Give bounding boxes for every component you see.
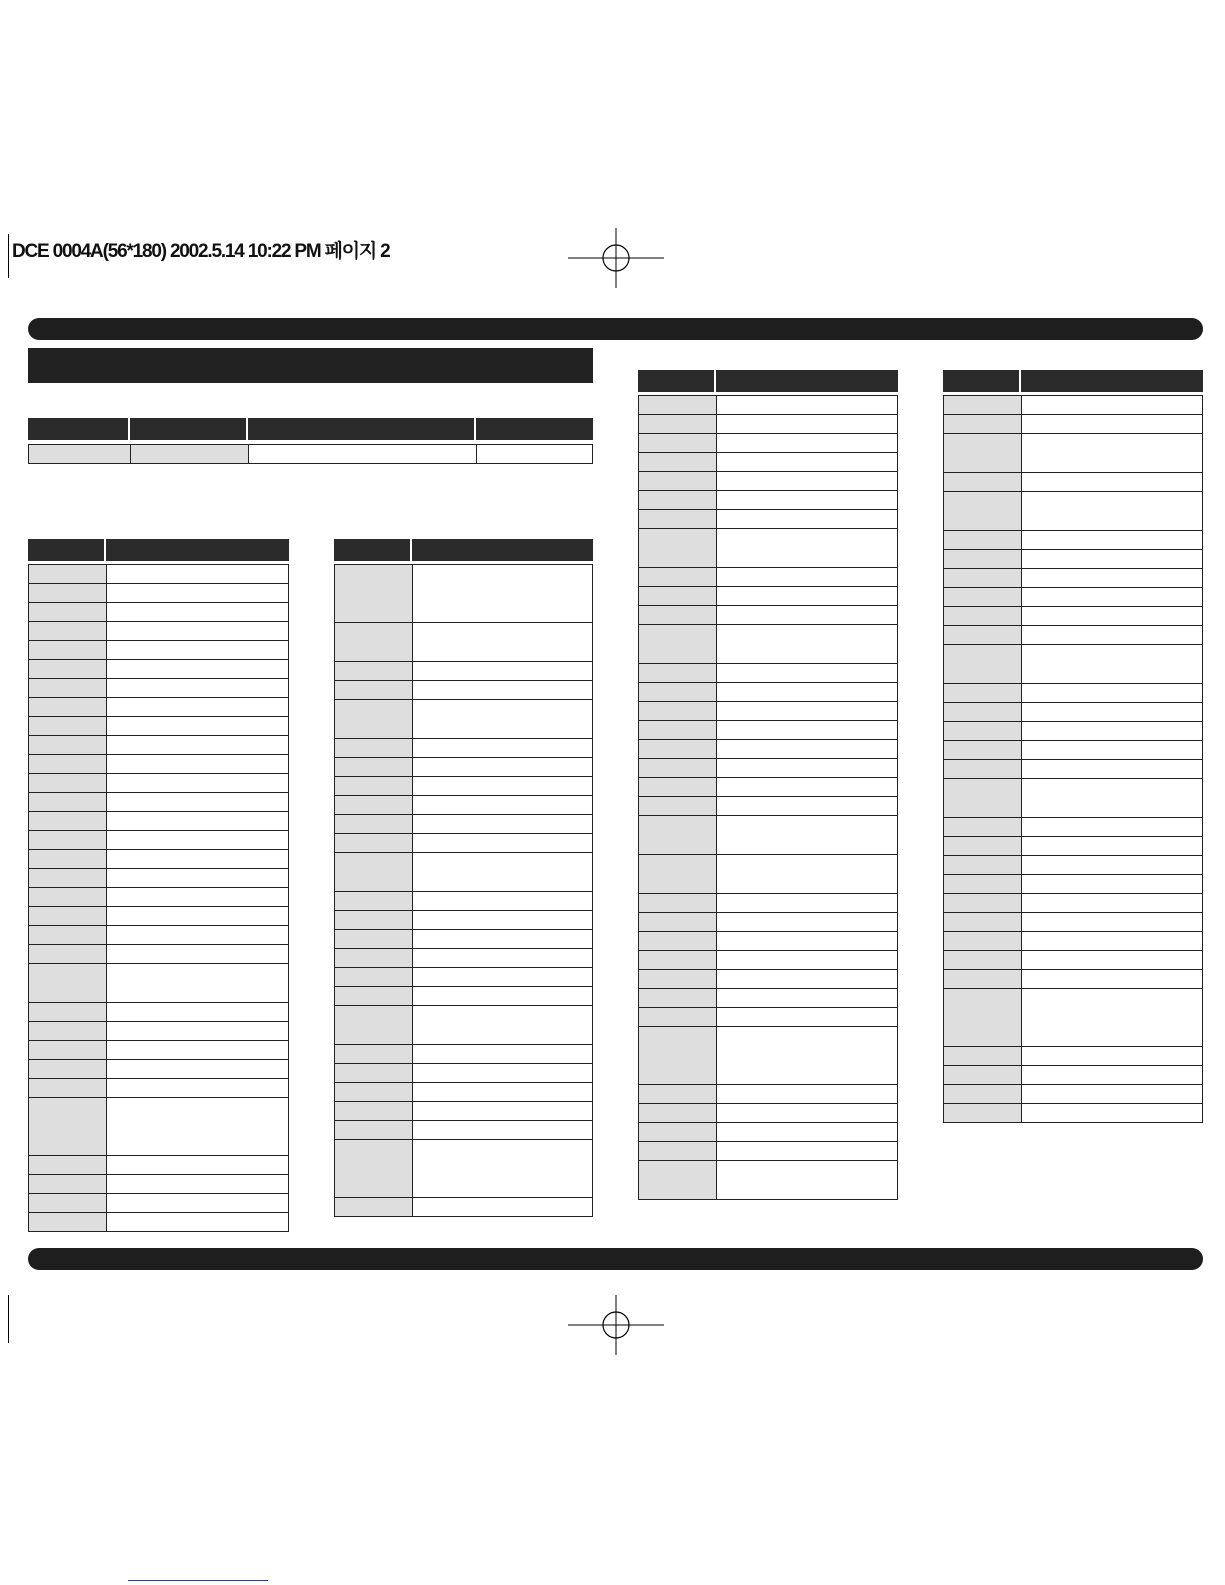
table-cell-value — [716, 989, 898, 1008]
table-cell-key — [943, 1085, 1021, 1104]
table-cell-value — [106, 698, 289, 717]
table-cell-value — [716, 1161, 898, 1200]
table-cell-value — [716, 932, 898, 951]
table-cell-key — [943, 741, 1021, 760]
table-cell-key — [334, 565, 412, 623]
table-cell-key — [943, 989, 1021, 1047]
table-header-value — [716, 370, 898, 392]
table-cell-key — [638, 1027, 716, 1085]
table-cell-value — [106, 850, 289, 869]
table-cell-value — [106, 622, 289, 641]
table-cell-value — [1021, 760, 1203, 779]
table-cell-key — [28, 755, 106, 774]
table-cell-key — [638, 740, 716, 759]
table-cell-key — [638, 510, 716, 529]
top-decorative-band — [28, 318, 1203, 340]
table-cell-key — [334, 777, 412, 796]
table-cell-key — [28, 698, 106, 717]
table-cell-value — [1021, 779, 1203, 818]
table-cell-value — [412, 987, 593, 1006]
table-cell-key — [943, 1104, 1021, 1123]
table-cell-value — [716, 1027, 898, 1085]
table-cell-key — [638, 970, 716, 989]
spec-table-row — [28, 444, 593, 464]
table-cell-value — [1021, 588, 1203, 607]
table-cell-value — [716, 510, 898, 529]
table-cell-key — [638, 606, 716, 625]
table-cell-key — [28, 622, 106, 641]
table-cell-key — [28, 926, 106, 945]
table-cell-value — [1021, 531, 1203, 550]
table-header-value — [1021, 370, 1203, 392]
table-cell-key — [334, 796, 412, 815]
table-cell-key — [638, 1085, 716, 1104]
bottom-decorative-band — [28, 1248, 1203, 1270]
table-cell-value — [412, 1083, 593, 1102]
table-cell-key — [638, 894, 716, 913]
table-cell-key — [638, 932, 716, 951]
table-cell-value — [716, 1123, 898, 1142]
table-cell-value — [412, 1064, 593, 1083]
table-cell-key — [943, 894, 1021, 913]
table-cell-key — [28, 1079, 106, 1098]
table-cell-value — [716, 606, 898, 625]
table-cell-value — [106, 755, 289, 774]
table-cell-value — [1021, 569, 1203, 588]
table-cell-key — [334, 1083, 412, 1102]
table-cell-value — [412, 1045, 593, 1064]
table-cell-value — [1021, 856, 1203, 875]
table-cell-key — [334, 1064, 412, 1083]
table-cell-key — [638, 797, 716, 816]
table-cell-value — [412, 681, 593, 700]
table-cell-key — [28, 1213, 106, 1232]
table-cell-key — [943, 1047, 1021, 1066]
table-cell-key — [638, 1104, 716, 1123]
table-cell-key — [943, 473, 1021, 492]
table-cell-key — [943, 932, 1021, 951]
table-cell-value — [716, 472, 898, 491]
table-cell-key — [28, 1022, 106, 1041]
table-cell-value — [412, 834, 593, 853]
table-header-key — [28, 539, 106, 561]
table-cell-value — [716, 587, 898, 606]
table-cell-key — [28, 1194, 106, 1213]
table-header-value — [106, 539, 289, 561]
table-cell-key — [638, 587, 716, 606]
registration-mark-bottom — [568, 1295, 664, 1355]
table-cell-key — [28, 660, 106, 679]
table-cell-value — [106, 641, 289, 660]
table-cell-key — [28, 774, 106, 793]
table-cell-value — [412, 815, 593, 834]
table-cell-key — [28, 1041, 106, 1060]
spec-table-header — [28, 418, 593, 440]
table-cell-value — [716, 1008, 898, 1027]
table-cell-value — [1021, 894, 1203, 913]
table-cell-key — [943, 951, 1021, 970]
table-cell-key — [28, 1156, 106, 1175]
table-cell-value — [1021, 473, 1203, 492]
table-cell-value — [1021, 645, 1203, 684]
table-cell-value — [1021, 703, 1203, 722]
table-cell-key — [638, 683, 716, 702]
table-cell-key — [638, 491, 716, 510]
table-cell-key — [943, 645, 1021, 684]
table-cell-key — [638, 1161, 716, 1200]
table-cell-value — [716, 702, 898, 721]
table-cell-key — [334, 930, 412, 949]
bottom-rule — [128, 1580, 268, 1581]
table-cell-value — [106, 660, 289, 679]
table-cell-value — [716, 913, 898, 932]
table-cell-value — [716, 721, 898, 740]
table-cell-key — [28, 565, 106, 584]
table-cell-key — [638, 415, 716, 434]
table-cell-value — [106, 1022, 289, 1041]
table-cell-key — [638, 759, 716, 778]
table-cell-value — [412, 1121, 593, 1140]
table-cell-value — [716, 453, 898, 472]
table-cell-key — [943, 550, 1021, 569]
table-cell-key — [334, 853, 412, 892]
table-cell-value — [106, 774, 289, 793]
table-cell-key — [638, 453, 716, 472]
table-cell-value — [716, 434, 898, 453]
table-cell-value — [1021, 1066, 1203, 1085]
table-cell-key — [943, 722, 1021, 741]
table-cell-value — [716, 740, 898, 759]
table-cell-value — [106, 831, 289, 850]
table-cell-value — [1021, 550, 1203, 569]
table-cell-value — [412, 623, 593, 662]
table-cell-key — [334, 1140, 412, 1198]
table-cell-key — [943, 856, 1021, 875]
table-cell-value — [716, 529, 898, 568]
table-header-key — [943, 370, 1021, 392]
table-cell-key — [638, 434, 716, 453]
table-cell-value — [412, 853, 593, 892]
table-cell-key — [334, 1121, 412, 1140]
table-cell-value — [1021, 818, 1203, 837]
table-cell-key — [943, 1066, 1021, 1085]
table-cell-value — [716, 683, 898, 702]
table-cell-key — [638, 778, 716, 797]
table-cell-key — [28, 945, 106, 964]
crop-mark-bottom-left — [8, 1295, 9, 1343]
table-cell-value — [412, 911, 593, 930]
table-cell-value — [716, 396, 898, 415]
table-cell-key — [28, 850, 106, 869]
table-cell-value — [106, 1194, 289, 1213]
table-cell-key — [943, 434, 1021, 473]
table-cell-value — [1021, 492, 1203, 531]
table-cell-value — [1021, 875, 1203, 894]
table-cell-key — [28, 1060, 106, 1079]
table-cell-value — [412, 662, 593, 681]
table-cell-key — [638, 989, 716, 1008]
table-cell-value — [106, 1060, 289, 1079]
table-cell-key — [638, 702, 716, 721]
table-cell-key — [28, 831, 106, 850]
table-cell-key — [28, 888, 106, 907]
table-cell-value — [106, 736, 289, 755]
table-cell-value — [716, 855, 898, 894]
table-cell-value — [1021, 951, 1203, 970]
table-cell-key — [28, 812, 106, 831]
table-cell-value — [106, 964, 289, 1003]
table-cell-value — [412, 892, 593, 911]
table-cell-value — [716, 415, 898, 434]
table-cell-value — [106, 584, 289, 603]
table-cell-key — [943, 415, 1021, 434]
table-cell-key — [334, 987, 412, 1006]
table-cell-key — [638, 396, 716, 415]
crop-mark-top-left — [8, 234, 9, 278]
table-cell-value — [412, 930, 593, 949]
table-cell-value — [106, 1041, 289, 1060]
table-cell-key — [28, 717, 106, 736]
table-cell-key — [334, 834, 412, 853]
table-cell-key — [334, 1102, 412, 1121]
table-cell-value — [412, 758, 593, 777]
print-slug-line: DCE 0004A(56*180) 2002.5.14 10:22 PM 페이지 2 — [12, 241, 390, 262]
table-header-key — [334, 539, 412, 561]
code-table-3 — [638, 370, 898, 1200]
table-cell-key — [638, 721, 716, 740]
table-cell-key — [334, 623, 412, 662]
table-cell-key — [943, 760, 1021, 779]
table-cell-value — [716, 491, 898, 510]
table-cell-value — [716, 951, 898, 970]
table-cell-key — [638, 472, 716, 491]
table-cell-key — [28, 1175, 106, 1194]
table-cell-key — [334, 968, 412, 987]
table-cell-value — [106, 679, 289, 698]
table-cell-key — [943, 779, 1021, 818]
table-cell-value — [412, 1006, 593, 1045]
table-cell-value — [716, 664, 898, 683]
table-cell-key — [28, 1098, 106, 1156]
registration-mark-top — [568, 228, 664, 288]
table-cell-value — [412, 739, 593, 758]
table-cell-value — [716, 1104, 898, 1123]
table-cell-value — [106, 717, 289, 736]
table-cell-key — [943, 913, 1021, 932]
table-cell-key — [28, 907, 106, 926]
section-title-bar — [28, 348, 593, 383]
table-cell-key — [334, 911, 412, 930]
table-cell-key — [28, 603, 106, 622]
table-cell-value — [716, 816, 898, 855]
table-cell-key — [334, 662, 412, 681]
table-cell-value — [1021, 741, 1203, 760]
table-cell-value — [1021, 626, 1203, 645]
table-cell-value — [1021, 1085, 1203, 1104]
table-cell-value — [1021, 722, 1203, 741]
table-cell-value — [106, 1098, 289, 1156]
table-cell-key — [638, 664, 716, 683]
table-cell-key — [943, 818, 1021, 837]
table-cell-key — [943, 607, 1021, 626]
table-cell-value — [106, 945, 289, 964]
table-header-value — [412, 539, 593, 561]
table-cell-value — [716, 797, 898, 816]
table-cell-key — [28, 641, 106, 660]
table-cell-value — [716, 778, 898, 797]
table-cell-key — [943, 970, 1021, 989]
table-cell-value — [106, 869, 289, 888]
table-cell-key — [943, 531, 1021, 550]
table-cell-key — [334, 1045, 412, 1064]
table-cell-value — [716, 970, 898, 989]
table-cell-key — [638, 1008, 716, 1027]
table-cell-value — [412, 700, 593, 739]
table-cell-value — [106, 565, 289, 584]
code-table-1 — [28, 539, 289, 1232]
table-cell-key — [28, 679, 106, 698]
code-table-4 — [943, 370, 1203, 1123]
table-cell-value — [716, 1142, 898, 1161]
table-cell-value — [106, 812, 289, 831]
table-cell-key — [334, 681, 412, 700]
table-cell-value — [716, 759, 898, 778]
table-cell-value — [1021, 989, 1203, 1047]
table-cell-key — [334, 739, 412, 758]
table-cell-value — [412, 1198, 593, 1217]
table-cell-value — [106, 603, 289, 622]
table-cell-key — [28, 869, 106, 888]
table-cell-value — [1021, 932, 1203, 951]
table-cell-key — [638, 951, 716, 970]
code-table-2 — [334, 539, 593, 1217]
table-cell-key — [28, 1003, 106, 1022]
table-cell-key — [334, 815, 412, 834]
table-cell-key — [28, 964, 106, 1003]
table-cell-value — [412, 968, 593, 987]
table-cell-key — [334, 949, 412, 968]
table-cell-key — [334, 1198, 412, 1217]
table-cell-value — [1021, 684, 1203, 703]
table-cell-key — [638, 625, 716, 664]
table-cell-key — [638, 568, 716, 587]
table-cell-value — [1021, 913, 1203, 932]
table-cell-key — [943, 396, 1021, 415]
table-cell-value — [106, 926, 289, 945]
table-cell-key — [334, 700, 412, 739]
table-cell-value — [106, 907, 289, 926]
table-cell-value — [412, 1140, 593, 1198]
table-cell-value — [106, 1156, 289, 1175]
table-cell-key — [334, 892, 412, 911]
table-cell-value — [1021, 396, 1203, 415]
table-cell-value — [716, 894, 898, 913]
table-cell-value — [412, 796, 593, 815]
table-cell-value — [106, 888, 289, 907]
table-cell-key — [943, 569, 1021, 588]
table-cell-value — [1021, 415, 1203, 434]
table-cell-key — [638, 913, 716, 932]
table-cell-key — [28, 736, 106, 755]
table-cell-value — [1021, 434, 1203, 473]
table-cell-key — [638, 816, 716, 855]
table-cell-key — [28, 584, 106, 603]
table-cell-key — [943, 837, 1021, 856]
table-cell-key — [638, 855, 716, 894]
table-cell-key — [638, 1123, 716, 1142]
table-cell-value — [106, 1003, 289, 1022]
table-cell-value — [106, 1175, 289, 1194]
table-cell-value — [1021, 1047, 1203, 1066]
table-cell-value — [412, 777, 593, 796]
table-cell-key — [334, 758, 412, 777]
table-cell-key — [638, 1142, 716, 1161]
table-cell-value — [106, 793, 289, 812]
table-cell-key — [943, 492, 1021, 531]
table-cell-value — [1021, 837, 1203, 856]
table-cell-key — [943, 684, 1021, 703]
table-cell-key — [943, 703, 1021, 722]
table-cell-value — [412, 565, 593, 623]
table-cell-value — [106, 1079, 289, 1098]
table-cell-key — [943, 588, 1021, 607]
table-cell-value — [1021, 1104, 1203, 1123]
table-cell-value — [412, 949, 593, 968]
table-cell-value — [412, 1102, 593, 1121]
table-cell-key — [334, 1006, 412, 1045]
table-cell-value — [106, 1213, 289, 1232]
table-cell-key — [638, 529, 716, 568]
table-cell-value — [1021, 970, 1203, 989]
table-cell-key — [943, 875, 1021, 894]
table-header-key — [638, 370, 716, 392]
table-cell-key — [943, 626, 1021, 645]
table-cell-value — [716, 1085, 898, 1104]
table-cell-value — [1021, 607, 1203, 626]
table-cell-key — [28, 793, 106, 812]
table-cell-value — [716, 568, 898, 587]
table-cell-value — [716, 625, 898, 664]
